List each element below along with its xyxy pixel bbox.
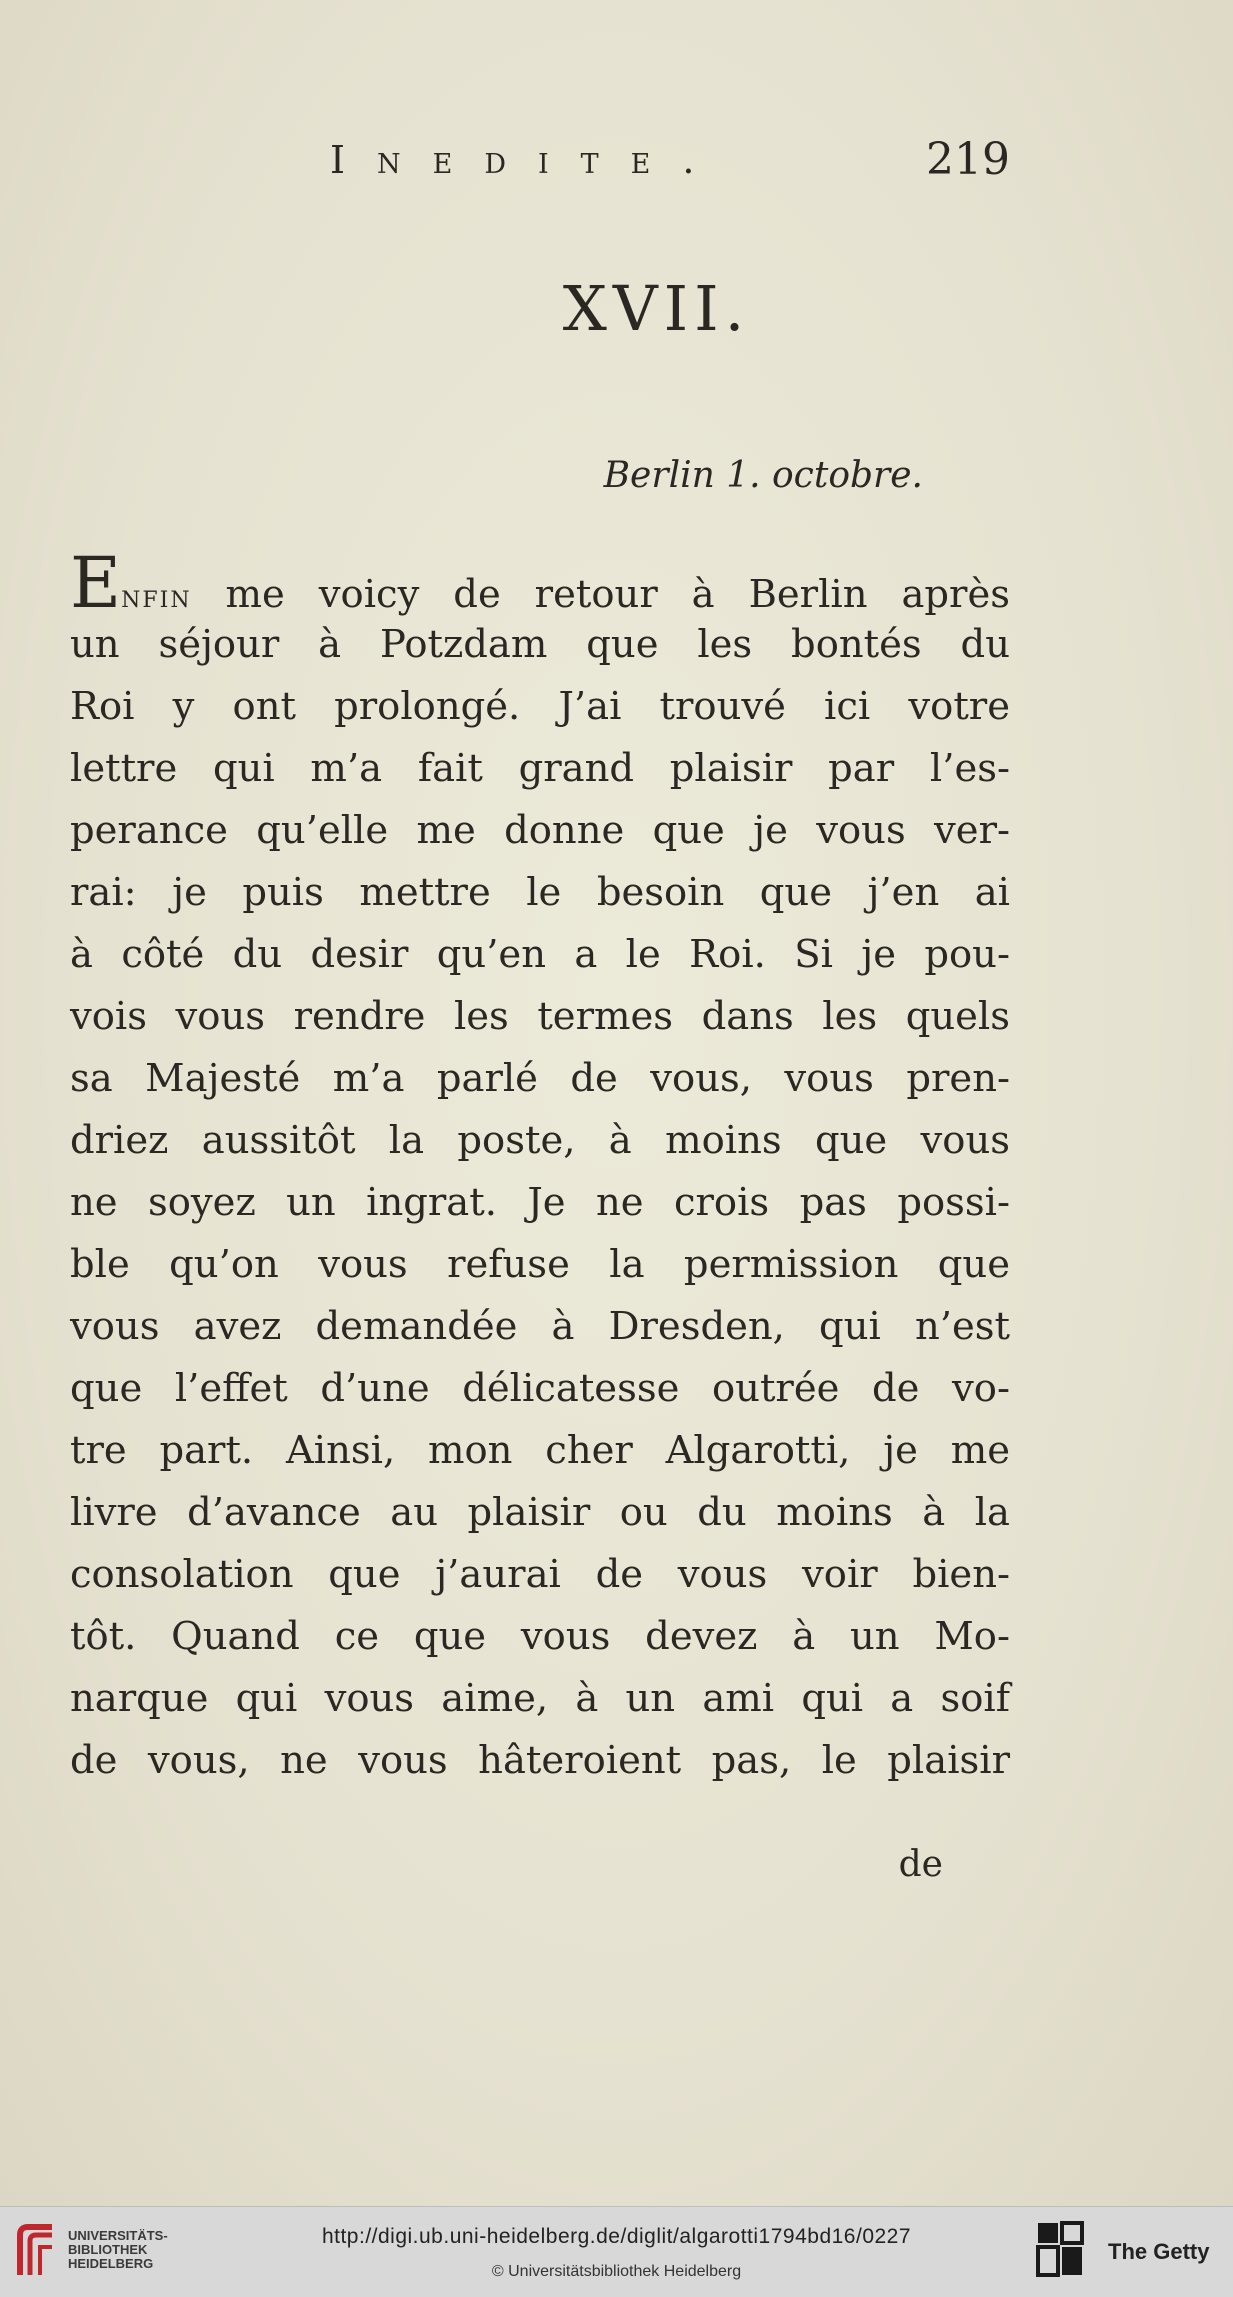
text-line: livre d’avance au plaisir ou du moins à la [70, 1490, 1010, 1535]
text-line: ne soyez un ingrat. Je ne crois pas possi- [70, 1180, 1010, 1225]
text-line: vois vous rendre les termes dans les quels [70, 994, 1010, 1039]
letter-number: XVII. [562, 272, 751, 345]
first-line-rest: me voicy de retour à Berlin après [191, 572, 1010, 617]
letter-body [70, 542, 1010, 1792]
text-line: à côté du desir qu’en a le Roi. Si je pou- [70, 932, 1010, 977]
page-number: 219 [926, 134, 1010, 185]
text-line: de vous, ne vous hâteroient pas, le plaisir [70, 1738, 1010, 1783]
running-head-title: Inedite. [330, 138, 727, 182]
text-line: narque qui vous aime, à un ami qui a soif [70, 1676, 1010, 1721]
text-line: consolation que j’aurai de vous voir bien- [70, 1552, 1010, 1597]
text-line: sa Majesté m’a parlé de vous, vous pren- [70, 1056, 1010, 1101]
first-line [70, 542, 1010, 624]
text-line: un séjour à Potzdam que les bontés du [70, 622, 1010, 667]
permalink-url[interactable]: http://digi.ub.uni-heidelberg.de/diglit/algarotti1794bd16/0227 [321, 2225, 912, 2248]
first-word-small-caps: nfin [121, 577, 192, 615]
text-line: vous avez demandée à Dresden, qui n’est [70, 1304, 1010, 1349]
text-line: rai: je puis mettre le besoin que j’en ai [70, 870, 1010, 915]
running-head [330, 134, 1010, 198]
text-line: Roi y ont prolongé. J’ai trouvé ici votre [70, 684, 1010, 729]
text-line: tre part. Ainsi, mon cher Algarotti, je me [70, 1428, 1010, 1473]
text-line: que l’effet d’une délicatesse outrée de vo- [70, 1366, 1010, 1411]
institution-name-line: BIBLIOTHEK [68, 2242, 148, 2257]
institution-name-line: HEIDELBERG [68, 2256, 154, 2271]
text-line: lettre qui m’a fait grand plaisir par l’es- [70, 746, 1010, 791]
getty-logo-icon [1036, 2221, 1086, 2281]
text-line: perance qu’elle me donne que je vous ver- [70, 808, 1010, 853]
dateline: Berlin 1. octobre. [603, 455, 923, 496]
text-line: tôt. Quand ce que vous devez à un Mo- [70, 1614, 1010, 1659]
institution-name-line: UNIVERSITÄTS- [68, 2228, 168, 2243]
drop-cap: E [70, 542, 122, 624]
partner-name: The Getty [1108, 2239, 1210, 2264]
text-line: driez aussitôt la poste, à moins que vous [70, 1118, 1010, 1163]
viewer-footer [0, 2206, 1233, 2297]
text-line: ble qu’on vous refuse la permission que [70, 1242, 1010, 1287]
copyright-notice: © Universitätsbibliothek Heidelberg [491, 2263, 742, 2280]
catchword: de [898, 1844, 943, 1885]
